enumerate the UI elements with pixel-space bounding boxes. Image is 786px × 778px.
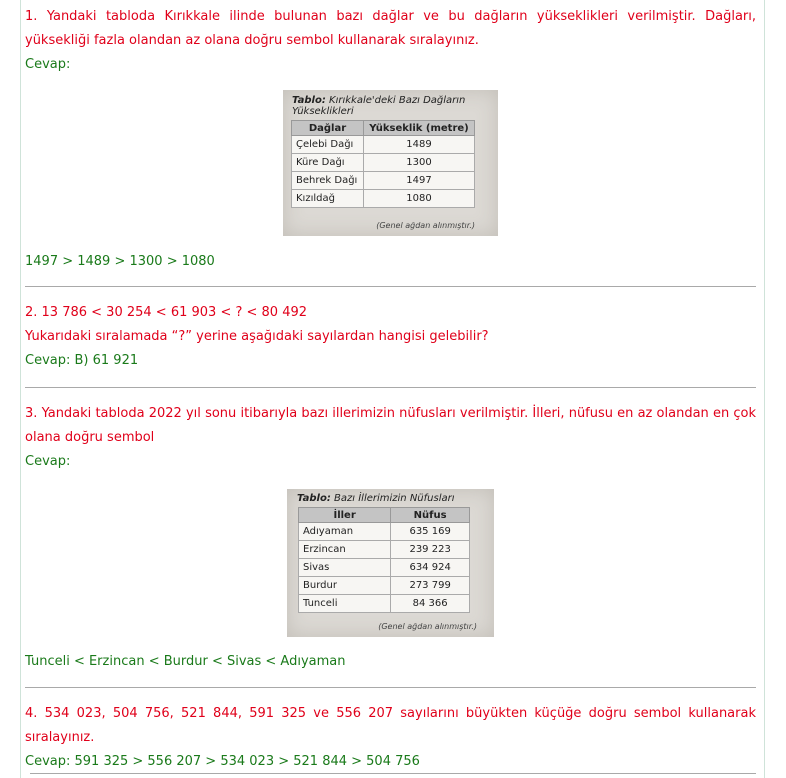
question-3-cevap-label: Cevap: (25, 454, 71, 469)
mountain-height-cell: 1300 (363, 154, 474, 172)
population-table-header-population: Nüfus (391, 508, 470, 523)
question-1-cevap-label: Cevap: (25, 57, 71, 72)
mountain-table-photo (283, 90, 498, 236)
question-2-subtext: Yukarıdaki sıralamada “?” yerine aşağıdaki sayılardan hangisi gelebilir? (25, 329, 489, 344)
table-row (299, 541, 470, 559)
mountain-table-header-row (292, 121, 475, 136)
province-name-cell: Adıyaman (299, 523, 391, 541)
content-column (25, 0, 756, 773)
province-name-cell: Sivas (299, 559, 391, 577)
mountain-table-caption (292, 95, 482, 117)
question-1-text: 1. Yandaki tabloda Kırıkkale ilinde bulunan bazı dağlar ve bu dağların yükseklikleri verilmiştir. Dağları, yüksekliği fazla olandan az olana doğru sembol kullanarak sıralayınız. (25, 9, 756, 48)
mountain-name-cell: Behrek Dağı (292, 172, 364, 190)
question-2-text: 2. 13 786 < 30 254 < 61 903 < ? < 80 492 (25, 305, 308, 320)
left-border (20, 0, 21, 778)
right-border (764, 0, 765, 778)
mountain-table (291, 120, 475, 208)
divider-4 (30, 773, 756, 774)
population-table (298, 507, 470, 613)
question-3-answer: Tunceli < Erzincan < Burdur < Sivas < Adıyaman (25, 654, 346, 669)
question-1-answer: 1497 > 1489 > 1300 > 1080 (25, 254, 215, 269)
mountain-table-caption-bold: Tablo: (292, 95, 326, 106)
table-row (299, 523, 470, 541)
question-3-image-wrap (25, 489, 756, 637)
province-population-cell: 239 223 (391, 541, 470, 559)
question-4-text: 4. 534 023, 504 756, 521 844, 591 325 ve 556 207 sayılarını büyükten küçüğe doğru sembol kullanarak sıralayınız. (25, 706, 756, 745)
question-2-answer: Cevap: B) 61 921 (25, 353, 139, 368)
population-table-source: (Genel ağdan alınmıştır.) (378, 622, 477, 631)
mountain-height-cell: 1080 (363, 190, 474, 208)
province-population-cell: 273 799 (391, 577, 470, 595)
province-name-cell: Tunceli (299, 595, 391, 613)
table-row (299, 595, 470, 613)
mountain-table-caption-rest: Kırıkkale'deki Bazı Dağların Yükseklikleri (292, 95, 466, 117)
province-population-cell: 84 366 (391, 595, 470, 613)
mountain-table-source: (Genel ağdan alınmıştır.) (376, 221, 475, 230)
population-table-photo (287, 489, 494, 637)
population-table-header-province: İller (299, 508, 391, 523)
question-1-image-wrap (25, 90, 756, 236)
population-table-caption-bold: Tablo: (297, 493, 331, 504)
table-row (292, 154, 475, 172)
province-name-cell: Erzincan (299, 541, 391, 559)
table-row (292, 190, 475, 208)
table-row (292, 136, 475, 154)
population-table-caption-rest: Bazı İllerimizin Nüfusları (330, 493, 455, 504)
population-table-header-row (299, 508, 470, 523)
table-row (292, 172, 475, 190)
mountain-table-header-height: Yükseklik (metre) (363, 121, 474, 136)
mountain-name-cell: Küre Dağı (292, 154, 364, 172)
table-row (299, 577, 470, 595)
province-population-cell: 635 169 (391, 523, 470, 541)
mountain-table-header-mountain: Dağlar (292, 121, 364, 136)
table-row (299, 559, 470, 577)
mountain-name-cell: Kızıldağ (292, 190, 364, 208)
question-4-answer: Cevap: 591 325 > 556 207 > 534 023 > 521 844 > 504 756 (25, 754, 420, 769)
question-3-text: 3. Yandaki tabloda 2022 yıl sonu itibarıyla bazı illerimizin nüfusları verilmiştir. İlleri, nüfusu en az olandan en çok olana doğru sembol (25, 406, 756, 445)
province-name-cell: Burdur (299, 577, 391, 595)
mountain-name-cell: Çelebi Dağı (292, 136, 364, 154)
province-population-cell: 634 924 (391, 559, 470, 577)
population-table-caption (297, 493, 455, 504)
mountain-height-cell: 1489 (363, 136, 474, 154)
mountain-height-cell: 1497 (363, 172, 474, 190)
